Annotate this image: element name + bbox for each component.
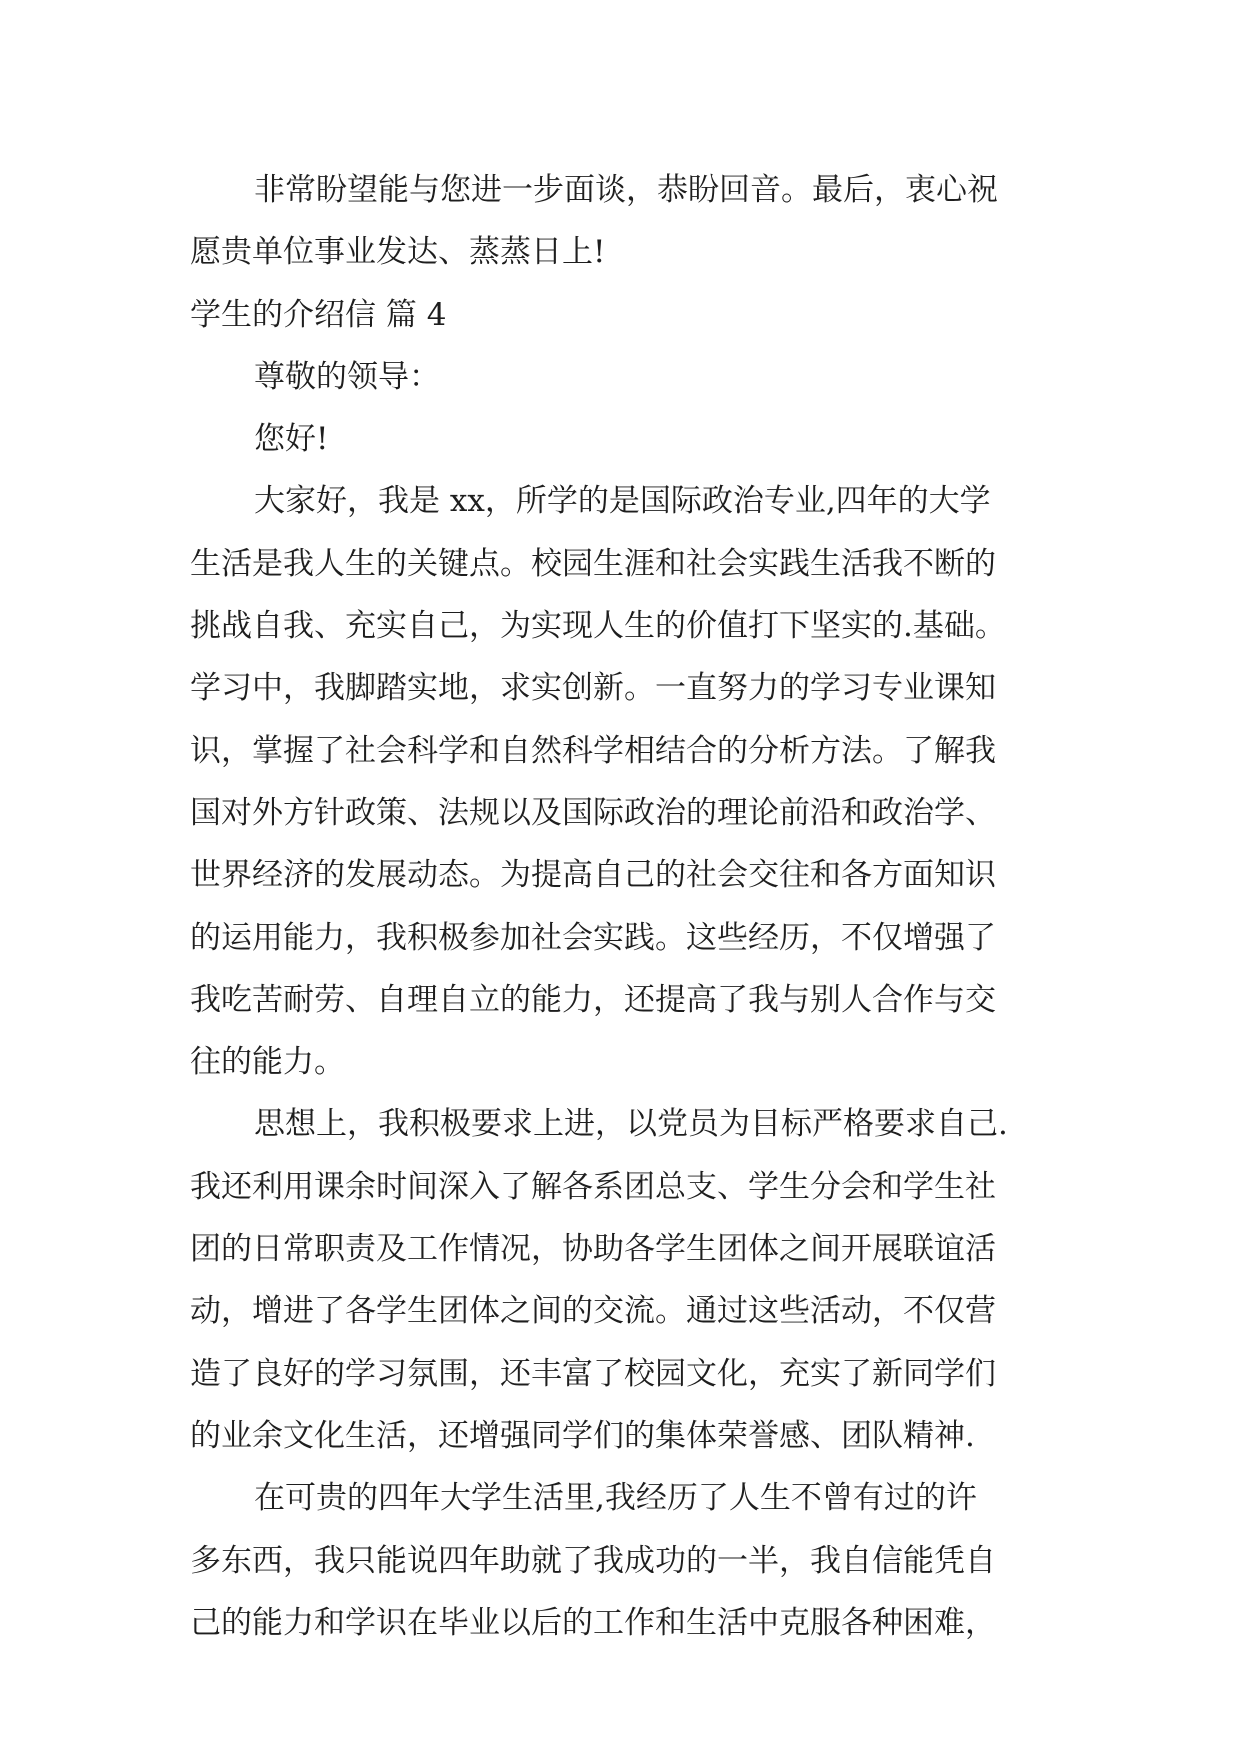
paragraph-line: 大家好，我是 xx，所学的是国际政治专业,四年的大学 [254,483,991,520]
body-paragraph-1 [190,470,1062,1093]
paragraph-line: 挑战自我、充实自己，为实现人生的价值打下坚实的.基础。 [190,608,1006,645]
paragraph-line: 动，增进了各学生团体之间的交流。通过这些活动，不仅营 [190,1293,996,1330]
body-paragraph-2 [190,1093,1062,1467]
paragraph-line: 团的日常职责及工作情况，协助各学生团体之间开展联谊活 [190,1231,996,1268]
closing-paragraph [190,159,1062,284]
paragraph-line: 的运用能力，我积极参加社会实践。这些经历，不仅增强了 [190,919,996,956]
paragraph-line: 生活是我人生的关键点。校园生涯和社会实践生活我不断的 [190,545,996,582]
paragraph-line: 的业余文化生活，还增强同学们的集体荣誉感、团队精神. [190,1417,975,1454]
paragraph-line: 学习中，我脚踏实地，求实创新。一直努力的学习专业课知 [190,670,996,707]
paragraph-line: 识，掌握了社会科学和自然科学相结合的分析方法。了解我 [190,732,996,769]
greeting: 您好! [254,421,329,458]
closing-line-2: 愿贵单位事业发达、蒸蒸日上! [190,234,606,271]
body-paragraph-3 [190,1467,1062,1654]
paragraph-line: 国对外方针政策、法规以及国际政治的理论前沿和政治学、 [190,794,996,831]
paragraph-line: 多东西，我只能说四年助就了我成功的一半，我自信能凭自 [190,1542,996,1579]
paragraph-line: 在可贵的四年大学生活里,我经历了人生不曾有过的许 [254,1480,977,1517]
paragraph-line: 己的能力和学识在毕业以后的工作和生活中克服各种困难， [190,1604,996,1641]
paragraph-line: 造了良好的学习氛围，还丰富了校园文化，充实了新同学们 [190,1355,996,1392]
paragraph-line: 我还利用课余时间深入了解各系团总支、学生分会和学生社 [190,1168,996,1205]
paragraph-line: 往的能力。 [190,1044,345,1081]
section-heading: 学生的介绍信 篇 4 [190,296,447,333]
paragraph-line: 世界经济的发展动态。为提高自己的社会交往和各方面知识 [190,857,996,894]
paragraph-line: 我吃苦耐劳、自理自立的能力，还提高了我与别人合作与交 [190,981,996,1018]
closing-line-1: 非常盼望能与您进一步面谈，恭盼回音。最后，衷心祝 [254,172,998,208]
document-body [190,159,1062,1654]
salutation: 尊敬的领导： [254,358,440,395]
paragraph-line: 思想上，我积极要求上进，以党员为目标严格要求自己. [254,1106,1008,1143]
